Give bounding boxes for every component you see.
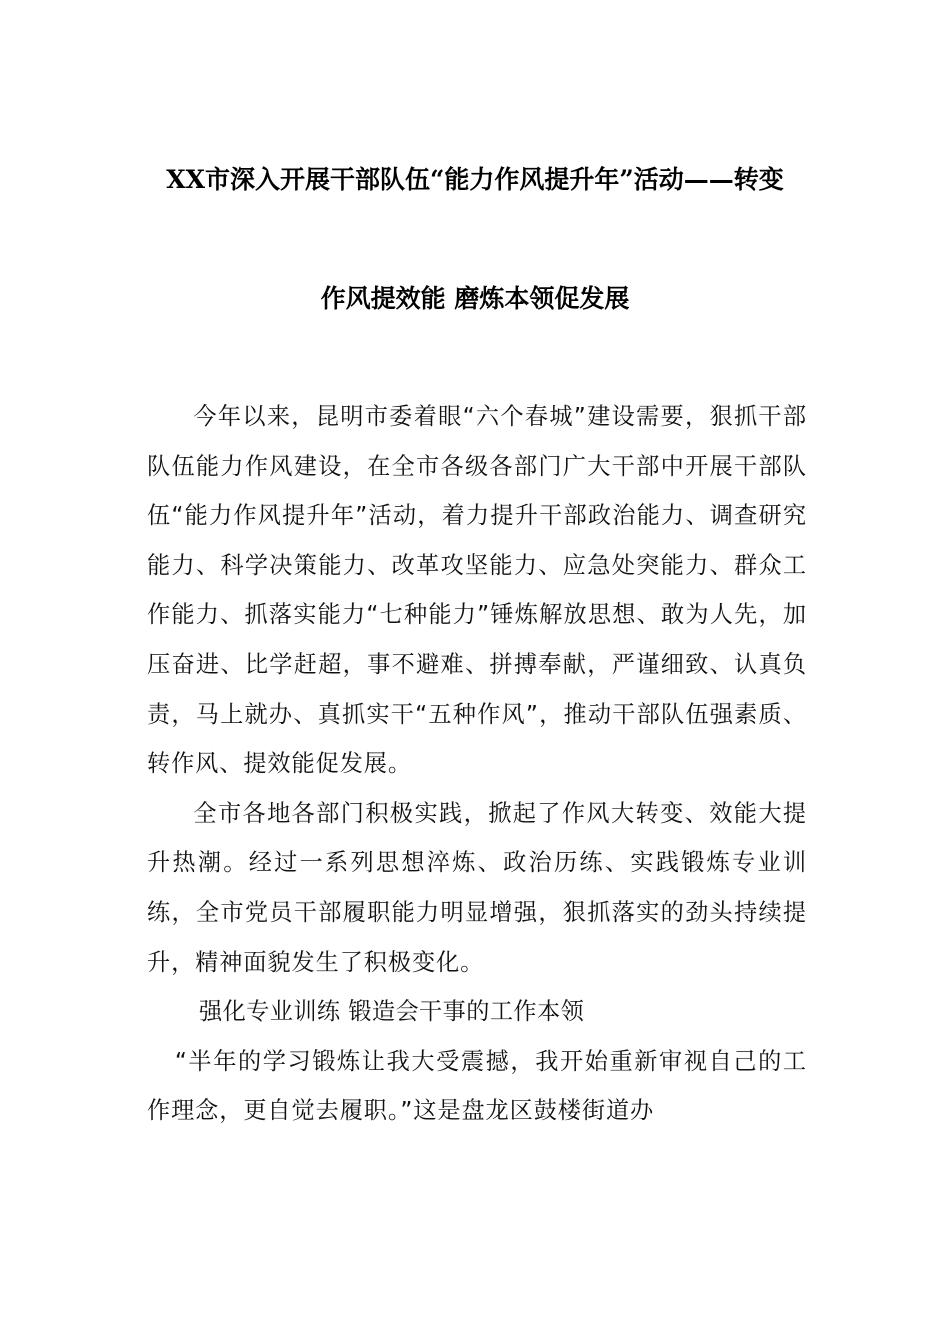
- paragraph-progress: 全市各地各部门积极实践，掀起了作风大转变、效能大提升热潮。经过一系列思想淬炼、政治历练、实践锻炼专业训练，全市党员干部履职能力明显增强，狠抓落实的劲头持续提升，精神面貌发生了积极变化。: [147, 799, 807, 976]
- paragraph-intro: 今年以来，昆明市委着眼“六个春城”建设需要，狠抓干部队伍能力作风建设，在全市各级各部门广大干部中开展干部队伍“能力作风提升年”活动，着力提升干部政治能力、调查研究能力、科学决策能力、改革攻坚能力、应急处突能力、群众工作能力、抓落实能力“七种能力”锤炼解放思想、敢为人先，加压奋进、比学赶超，事不避难、拼搏奉献，严谨细致、认真负责，马上就办、真抓实干“五种作风”，推动干部队伍强素质、转作风、提效能促发展。: [147, 403, 807, 778]
- document-body: [147, 392, 807, 1136]
- document-title-line-1: XX市深入开展干部队伍“能力作风提升年”活动——转变: [166, 165, 784, 194]
- paragraph-quote: “半年的学习锻炼让我大受震撼，我开始重新审视自己的工作理念，更自觉去履职。”这是盘龙区鼓楼街道办: [147, 1047, 807, 1125]
- section-subheading: 强化专业训练 锻造会干事的工作本领: [199, 998, 585, 1026]
- document-title-line-2: 作风提效能 磨炼本领促发展: [320, 284, 630, 313]
